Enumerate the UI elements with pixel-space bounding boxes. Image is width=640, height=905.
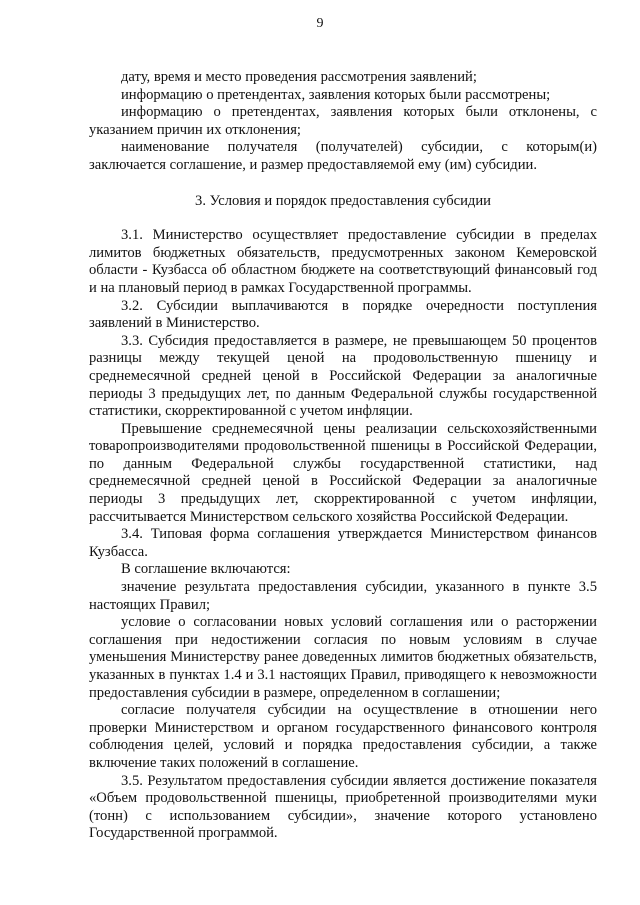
paragraph: информацию о претендентах, заявления которых были рассмотрены; <box>121 86 551 103</box>
paragraph: Превышение среднемесячной цены реализации сельскохозяйственными товаропроизводителями продовольственной пшеницы в Российской Федерации, по данным Федеральной службы государственной статистики, над среднемесячной средней ценой в Российской Федерации за аналогичные периоды 3 предыдущих лет, скорректированной с учетом инфляции, рассчитывается Министерством сельского хозяйства Российской Федерации. <box>89 420 597 525</box>
paragraph: значение результата предоставления субсидии, указанного в пункте 3.5 настоящих Правил; <box>89 579 597 613</box>
paragraph: условие о согласовании новых условий соглашения или о расторжении соглашения при недостижении согласия по новым условиям в случае уменьшения Министерству ранее доведенных лимитов бюджетных обязательств, указанных в пунктах 1.4 и 3.1 настоящих Правил, приводящего к невозможности предоставления субсидии в размере, определенном в соглашении; <box>89 614 597 701</box>
section-heading: 3. Условия и порядок предоставления субсидии <box>195 192 491 209</box>
paragraph: 3.5. Результатом предоставления субсидии является достижение показателя «Объем продовольственной пшеницы, приобретенной производителями муки (тонн) с использованием субсидии», значение которого установлено Государственной программой. <box>89 772 597 842</box>
paragraph: согласие получателя субсидии на осуществление в отношении него проверки Министерством и органом государственного финансового контроля соблюдения целей, условий и порядка предоставления субсидии, а также включение таких положений в соглашение. <box>89 702 597 771</box>
paragraph: В соглашение включаются: <box>121 561 291 578</box>
paragraph: дату, время и место проведения рассмотрения заявлений; <box>121 69 477 85</box>
paragraph: 3.4. Типовая форма соглашения утверждается Министерством финансов Кузбасса. <box>89 526 597 560</box>
paragraph: 3.1. Министерство осуществляет предоставление субсидии в пределах лимитов бюджетных обязательств, предусмотренных законом Кемеровской области - Кузбасса об областном бюджете на соответствующий финансовый год и на плановый период в рамках Государственной программы. <box>89 227 597 296</box>
paragraph: 3.2. Субсидии выплачиваются в порядке очередности поступления заявлений в Министерство. <box>89 297 597 332</box>
page-number: 9 <box>316 16 324 31</box>
document-body <box>89 69 597 843</box>
paragraph: информацию о претендентах, заявления которых были отклонены, с указанием причин их отклонения; <box>89 104 597 138</box>
paragraph: 3.3. Субсидия предоставляется в размере, не превышающем 50 процентов разницы между текущей ценой на продовольственную пшеницу и среднемесячной средней ценой в Российской Федерации за аналогичные периоды 3 предыдущих лет, по данным Федеральной службы государственной статистики, скорректированной с учетом инфляции. <box>89 332 597 420</box>
paragraph: наименование получателя (получателей) субсидии, с которым(и) заключается соглашение, и размер предоставляемой ему (им) субсидии. <box>89 139 597 173</box>
